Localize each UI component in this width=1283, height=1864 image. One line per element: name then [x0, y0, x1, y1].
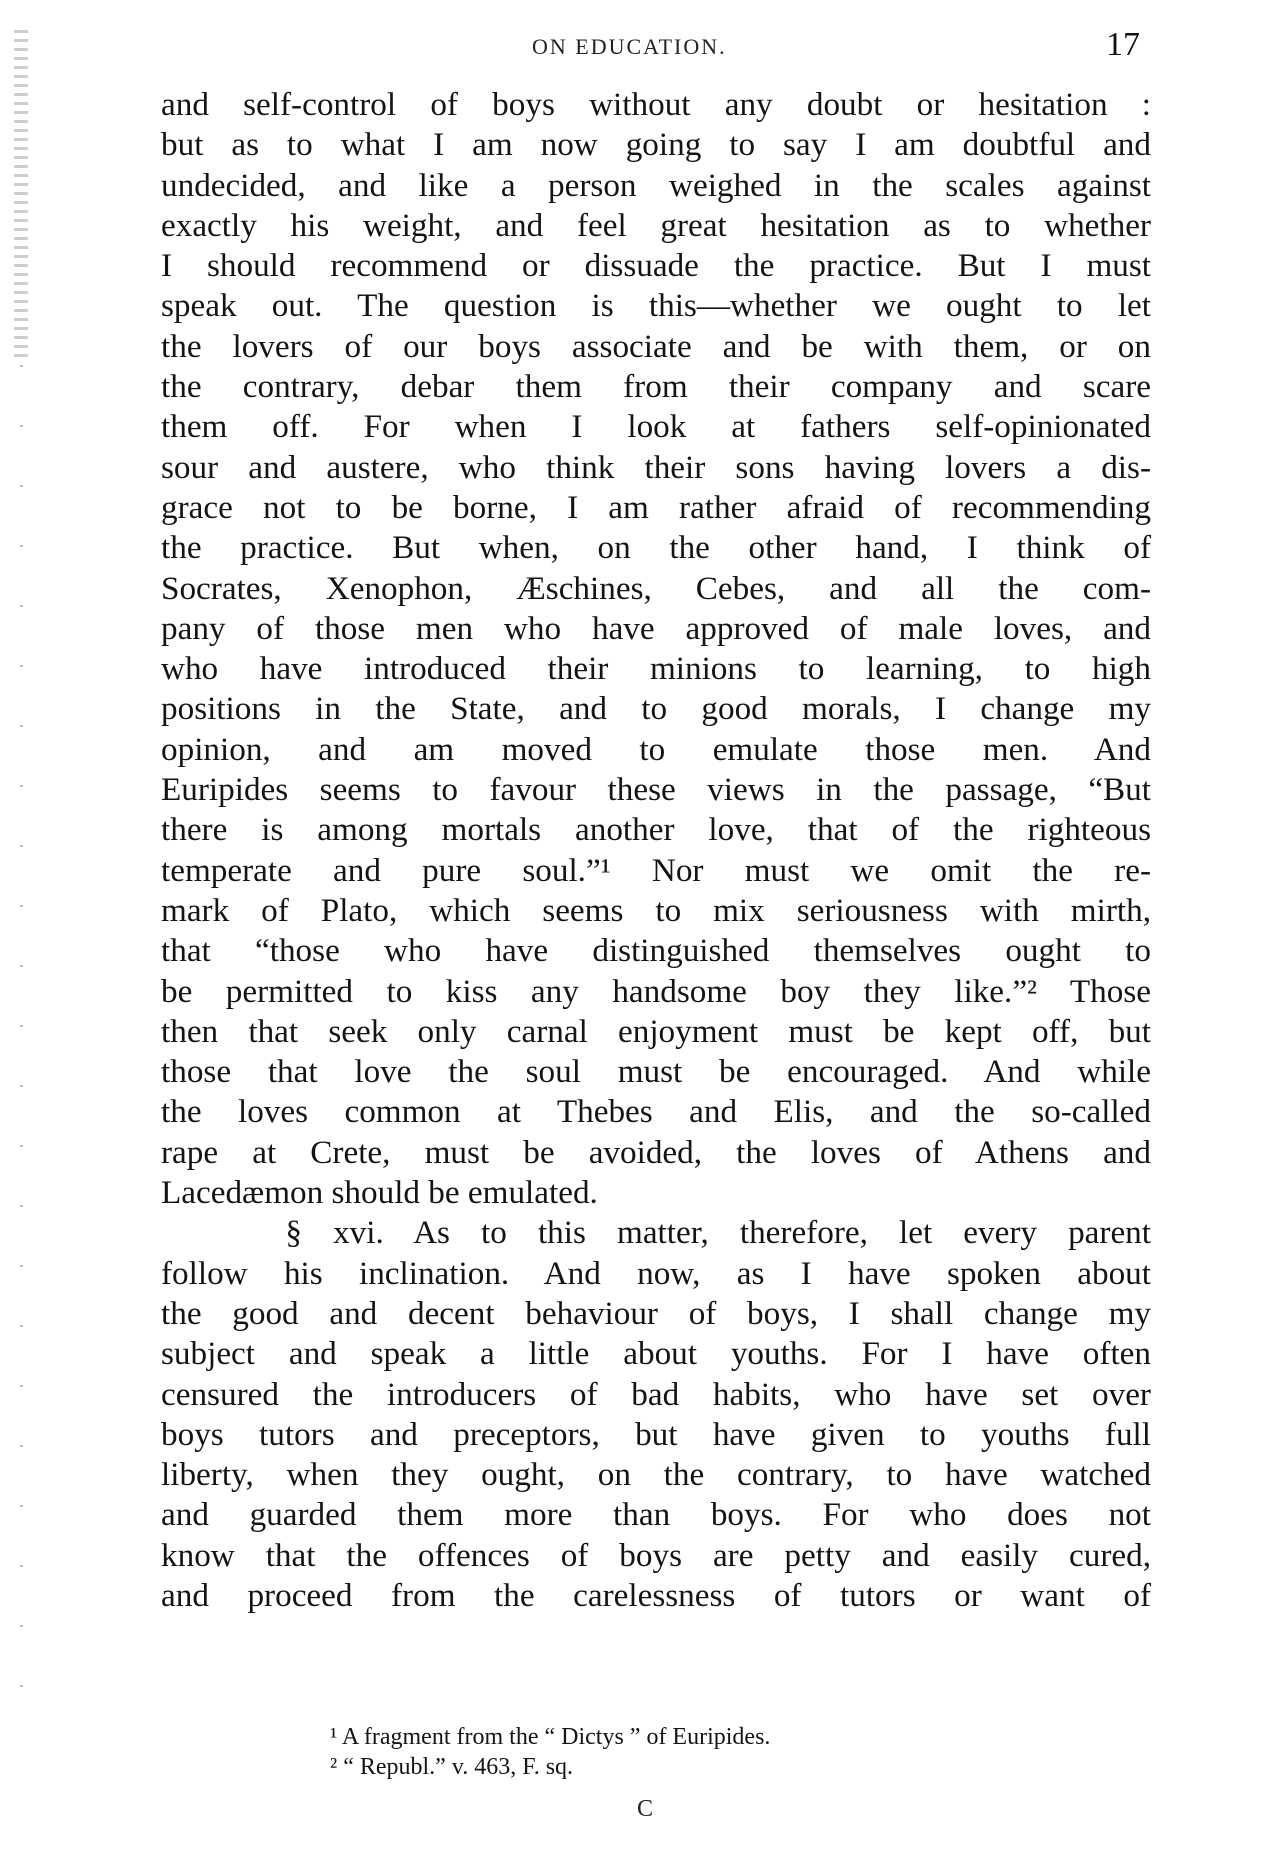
- text-line: know that the offences of boys are petty and easily cured,: [161, 1536, 1151, 1574]
- binding-edge-marks: [14, 30, 28, 360]
- text-line: Socrates, Xenophon, Æschines, Cebes, and all the com-: [161, 569, 1151, 607]
- text-line: then that seek only carnal enjoyment must be kept off, but: [161, 1012, 1151, 1050]
- text-line: them off. For when I look at fathers self-opinionated: [161, 408, 1151, 446]
- text-line: boys tutors and preceptors, but have given to youths full: [161, 1415, 1151, 1453]
- footnotes: [330, 1722, 1030, 1782]
- text-line: that “those who have distinguished themselves ought to: [161, 932, 1151, 970]
- running-title: ON EDUCATION.: [532, 34, 727, 59]
- text-line: liberty, when they ought, on the contrary, to have watched: [161, 1456, 1151, 1494]
- text-line: but as to what I am now going to say I am doubtful and: [161, 126, 1151, 164]
- binding-edge-marks-lower: [20, 365, 23, 1745]
- footnote-1: ¹ A fragment from the “ Dictys ” of Euripides.: [330, 1724, 771, 1750]
- page-number: 17: [1106, 26, 1140, 63]
- body-text: [161, 85, 1151, 1616]
- text-line: the loves common at Thebes and Elis, and the so-called: [161, 1093, 1151, 1131]
- text-line: undecided, and like a person weighed in the scales against: [161, 166, 1151, 204]
- footnote-2: ² “ Republ.” v. 463, F. sq.: [330, 1754, 574, 1780]
- text-line: Euripides seems to favour these views in the passage, “But: [161, 771, 1151, 809]
- text-line: subject and speak a little about youths. For I have often: [161, 1335, 1151, 1373]
- text-line: exactly his weight, and feel great hesitation as to whether: [161, 206, 1151, 244]
- text-line: sour and austere, who think their sons having lovers a dis-: [161, 448, 1151, 486]
- text-line: opinion, and am moved to emulate those men. And: [161, 730, 1151, 768]
- signature-mark: C: [637, 1796, 654, 1822]
- text-line: temperate and pure soul.”¹ Nor must we omit the re-: [161, 851, 1151, 889]
- text-line: and self-control of boys without any doubt or hesitation :: [161, 86, 1151, 123]
- text-line: grace not to be borne, I am rather afraid of recommending: [161, 488, 1151, 526]
- text-line-paragraph-end: Lacedæmon should be emulated.: [161, 1174, 598, 1212]
- text-line: pany of those men who have approved of male loves, and: [161, 609, 1151, 647]
- text-line: the practice. But when, on the other hand, I think of: [161, 529, 1151, 567]
- text-line: the contrary, debar them from their company and scare: [161, 368, 1151, 406]
- text-line: I should recommend or dissuade the practice. But I must: [161, 247, 1151, 285]
- text-line: speak out. The question is this—whether we ought to let: [161, 287, 1151, 325]
- text-line: and guarded them more than boys. For who does not: [161, 1496, 1151, 1534]
- running-head: [0, 26, 1283, 66]
- text-line: be permitted to kiss any handsome boy they like.”² Those: [161, 972, 1151, 1010]
- text-line: and proceed from the carelessness of tutors or want of: [161, 1576, 1151, 1614]
- text-line: the good and decent behaviour of boys, I shall change my: [161, 1294, 1151, 1332]
- text-line-section-start: § xvi. As to this matter, therefore, let every parent: [161, 1214, 1151, 1252]
- text-line: those that love the soul must be encouraged. And while: [161, 1053, 1151, 1091]
- text-line: mark of Plato, which seems to mix seriousness with mirth,: [161, 891, 1151, 929]
- text-line: rape at Crete, must be avoided, the loves of Athens and: [161, 1133, 1151, 1171]
- text-line: censured the introducers of bad habits, who have set over: [161, 1375, 1151, 1413]
- text-line: positions in the State, and to good morals, I change my: [161, 690, 1151, 728]
- text-line: who have introduced their minions to learning, to high: [161, 650, 1151, 688]
- text-line: the lovers of our boys associate and be with them, or on: [161, 327, 1151, 365]
- text-line: follow his inclination. And now, as I have spoken about: [161, 1254, 1151, 1292]
- text-line: there is among mortals another love, that of the righteous: [161, 811, 1151, 849]
